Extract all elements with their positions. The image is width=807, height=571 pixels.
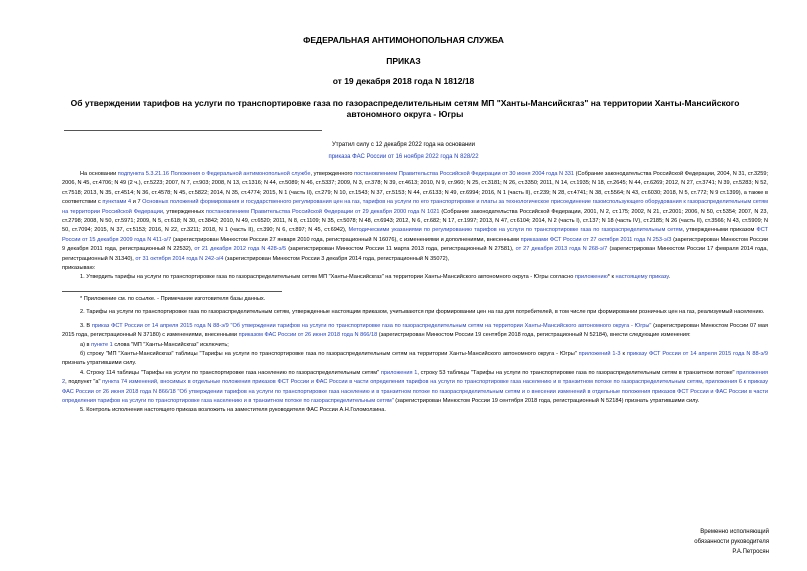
basic-provisions-link[interactable]: Основных положений формирования и государственного регулирования цен на газ, тарифов на услуги по его транспортировке и платы за технологическое присоединение газоиспользующего оборудования к газораспределительным сетям на территории Российской Федерации xyxy=(62,199,769,215)
this-order-link[interactable]: настоящему приказу xyxy=(615,274,669,281)
regulation-link[interactable]: подпункта 5.3.21.16 Положения о Федеральной антимонопольной службе xyxy=(117,171,311,177)
appendices-1-3-link[interactable]: приложений 1-3 xyxy=(578,350,621,357)
footnote: * Приложение см. по ссылке. - Примечание изготовителя базы данных. xyxy=(80,295,266,302)
fst-order-242-link[interactable]: от 31 октября 2014 года N 242-э/4 xyxy=(135,255,224,262)
preamble-paragraph: На основании подпункта 5.3.21.16 Положения о Федеральной антимонопольной службе, утвержденного постановлением Правительства Российской Федерации от 30 июня 2004 года N 331 (Собрание законодательства Российской Федерации, 2004, N 31, ст.3259; 2006, N 45, ст.4706; N 49 (2 ч.), ст.5223; 2007, N 7, ст.903; 2008, N 13, ст.1316; N 44, ст.5089; N 46, ст.5337; 2009, N 3, ст.378; N 39, ст.4613; 2010, N 9, ст.960; N 25, ст.3181; N 26, ст.3350; 2011, N 14, ст.1935; N 18, ст.2645; N 44, ст.6269; 2012, N 27, ст.3741; N 39, ст.5283; N 52, ст.7518; 2013, N 35, ст.4514; N 36, ст.4578; N 45, ст.5822; 2014, N 35, ст.4774; 2015, N 1 (часть II), ст.279; N 10, ст.1543; N 37, ст.5153; N 44, ст.6133; N 49, ст.6994; 2016, N 1 (часть II), ст.239; N 28, ст.4741; N 38, ст.5564; N 43, ст.6030; 2018, N 5, ст.772; N 9 ст.1399), а также в соответствии с пунктами 4 и 7 Основных положений формирования и государственного регулирования цен на газ, тарифов на услуги по его транспортировке и платы за технологическое присоединение газоиспользующего оборудования к газораспределительным сетям на территории Российской Федерации, утвержденных постановлением Правительства Российской Федерации от 29 декабря 2000 года N 1021 (Собрание законодательства Российской Федерации, 2001, N 2, ст.175; 2002, N 21, ст.2001; 2006, N 50, ст.5354; 2007, N 23, ст.2798; 2008, N 50, ст.5971; 2009, N 5, ст.618; N 30, ст.3842; 2010, N 49, ст.6520; 2011, N 8, ст.1109; N 35, ст.5078; N 48, ст.6943; 2012, N 6, ст.682; N 17, ст.1997; 2013, N 47, ст.6104; 2014, N 2 (часть I), ст.137; N 18 (часть IV), ст.2185; N 26 (часть II), ст.3566; N 43, ст.5909; N 50, ст.7094; 2015, N 37, ст.5153; 2016, N 22, ст.3211; 2018, N 1 (часть II), ст.390; N 6, ст.897; N 45, ст.6942), Методическими указаниями по регулированию тарифов на услуги по транспортировке газа по газораспределительным сетям, утвержденными приказом ФСТ России от 15 декабря 2009 года N 411-э/7 (зарегистрирован Минюстом России 27 января 2010 года, регистрационный N 16076), с изменениями и дополнениями, внесенными приказами ФСТ России от 27 октября 2011 года N 253-э/3 (зарегистрирован Минюстом России 9 декабря 2011 года, регистрационный N 22532), от 21 декабря 2012 года N 428-э/5 (зарегистрирован Минюстом России 11 марта 2013 года, регистрационный N 27581), от 27 декабря 2013 года N 268-э/7 (зарегистрирован Минюстом России 17 февраля 2014 года, регистрационный N 31340), от 31 октября 2014 года N 242-э/4 (зарегистрирован Минюстом России 3 декабря 2014 года, регистрационный N 35072), xyxy=(62,171,769,262)
item-4: 4. Строку 114 таблицы "Тарифы на услуги по транспортировке газа населению по газораспределительным сетям" приложения 1, строку 53 таблицы "Тарифы на услуги по транспортировке газа по газораспределительным сетям в транзитном потоке" приложения 2, подпункт "а" пункта 74 изменений, вносимых в отдельные положения приказов ФСТ России и ФАС России в части определения тарифов на услуги по транспортировке газа населению и в транзитном потоке по газораспределительным сетям, приложения 6 к приказу ФАС России от 26 июня 2018 года N 866/18 "Об утверждении тарифов на услуги по транспортировке газа населению и в транзитном потоке по газораспределительным сетям и о внесении изменений в отдельные положения приказов ФСТ России и ФАС России в части определения тарифов на услуги по транспортировке газа населению и в транзитном потоке по газораспределительным сетям" (зарегистрирован Минюстом России 19 сентября 2018 года, регистрационный N 52184) признать утратившими силу. xyxy=(62,369,769,404)
signature-block xyxy=(694,527,769,557)
government-decree-link[interactable]: постановлением Правительства Российской Федерации от 30 июня 2004 года N 331 xyxy=(354,171,574,177)
document-date-number: от 19 декабря 2018 года N 1812/18 xyxy=(332,76,475,86)
item-1: 1. Утвердить тарифы на услуги по транспортировке газа по газораспределительным сетям МП "Ханты-Мансийскгаз" на территории Ханты-Мансийского автономного округа - Югры согласно приложению* к настоящему приказу. xyxy=(80,274,671,281)
signature-name: Р.А.Петросян xyxy=(732,549,769,555)
document-body xyxy=(62,170,768,416)
footnote-divider xyxy=(62,291,282,292)
methodological-guidelines-link[interactable]: Методическими указаниями по регулированию тарифов на услуги по транспортировке газа по газораспределительным сетям xyxy=(348,227,683,234)
document-title: Об утверждении тарифов на услуги по транспортировке газа по газораспределительным сетям МП "Ханты-Мансийскгаз" на территории Ханты-Мансийского автономного округа - Югры xyxy=(70,98,740,119)
point-1-link[interactable]: пункте 1 xyxy=(91,341,113,348)
signature-line-1: Временно исполняющий xyxy=(700,529,769,535)
item-3: 3. В приказ ФСТ России от 14 апреля 2015 года N 88-э/9 "Об утверждении тарифов на услуги по транспортировке газа по газораспределительным сетям на территории Ханты-Мансийского автономного округа - Югры" (зарегистрирован Минюстом России 07 мая 2015 года, регистрационный N 37180) с изменениями, внесенными приказом ФАС России от 26 июня 2018 года N 866/18 (зарегистрирован Минюстом России 19 сентября 2018 года, регистрационный N 52184), внести следующие изменения: xyxy=(62,322,768,339)
points-link[interactable]: пунктами 4 xyxy=(102,199,132,206)
agency-title: ФЕДЕРАЛЬНАЯ АНТИМОНОПОЛЬНАЯ СЛУЖБА xyxy=(303,35,504,45)
status-note-link[interactable]: приказа ФАС России от 16 ноября 2022 года N 828/22 xyxy=(328,154,479,160)
signature-line-2: обязанности руководителя xyxy=(694,539,769,545)
item-3b: б) строку "МП "Ханты-Мансийскгаз" таблицы "Тарифы на услуги по транспортировке газа по газораспределительным сетям на территории Ханты-Мансийского автономного округа - Югры" приложений 1-3 к приказу ФСТ России от 14 апреля 2015 года N 88-э/9 признать утратившими силу. xyxy=(62,350,768,367)
fst-order-88-link[interactable]: приказ ФСТ России от 14 апреля 2015 года N 88-э/9 "Об утверждении тарифов на услуги по транспортировке газа по газораспределительным сетям на территории Ханты-Мансийского автономного округа - Югры" xyxy=(91,322,652,329)
item-3a: а) в пункте 1 слова "МП "Ханты-Мансийскгаз" исключить; xyxy=(80,341,229,348)
fst-order-268-link[interactable]: от 27 декабря 2013 года N 268-э/7 xyxy=(515,246,608,253)
document-type: ПРИКАЗ xyxy=(386,56,421,66)
fst-order-253-link[interactable]: приказами ФСТ России от 27 октября 2011 года N 253-э/3 xyxy=(520,236,672,243)
decree-1021-link[interactable]: постановлением Правительства Российской Федерации от 29 декабря 2000 года N 1021 xyxy=(205,208,440,215)
item-2: 2. Тарифы на услуги по транспортировке газа по газораспределительным сетям, утвержденные настоящим приказом, учитываются при формировании цен на газ для потребителей, в том числе при формировании розничных цен на газ, реализуемый населению. xyxy=(80,309,765,316)
fst-order-428-link[interactable]: от 21 декабря 2012 года N 428-э/5 xyxy=(194,246,287,253)
appendix-link[interactable]: приложению xyxy=(574,274,608,281)
header-divider xyxy=(64,130,322,131)
appendix-2-link[interactable]: приложения 2 xyxy=(62,369,769,386)
appendix-1-link[interactable]: приложения 1 xyxy=(380,369,418,376)
order-word: приказываю: xyxy=(62,265,96,272)
fas-order-866-link[interactable]: приказом ФАС России от 26 июня 2018 года N 866/18 xyxy=(238,332,378,339)
fst-order-411-link[interactable]: ФСТ России от 15 декабря 2009 года N 411-э/7 xyxy=(62,227,768,243)
status-note: Утратил силу с 12 декабря 2022 года на основании xyxy=(331,142,475,148)
appendix-6-link[interactable]: приложения 6 к приказу ФАС России от 26 июня 2018 года N 866/18 "Об утверждении тарифов на услуги по транспортировке газа населению и в транзитном потоке по газораспределительным сетям и о внесении изменений в отдельные положения приказов ФСТ России и ФАС России в части определения тарифов на услуги по транспортировке газа населению и в транзитном потоке по газораспределительным сетям" xyxy=(62,379,768,404)
item-5: 5. Контроль исполнения настоящего приказа возложить на заместителя руководителя ФАС России А.Н.Голомолзина. xyxy=(80,407,386,414)
fst-order-88-ref-link[interactable]: приказу ФСТ России от 14 апреля 2015 года N 88-э/9 xyxy=(626,350,768,357)
point-74-link[interactable]: пункта 74 изменений, вносимых в отдельные положения приказов ФСТ России и ФАС России в части определения тарифов на услуги по транспортировке газа населению и в транзитном потоке по газораспределительным сетям xyxy=(102,379,703,386)
